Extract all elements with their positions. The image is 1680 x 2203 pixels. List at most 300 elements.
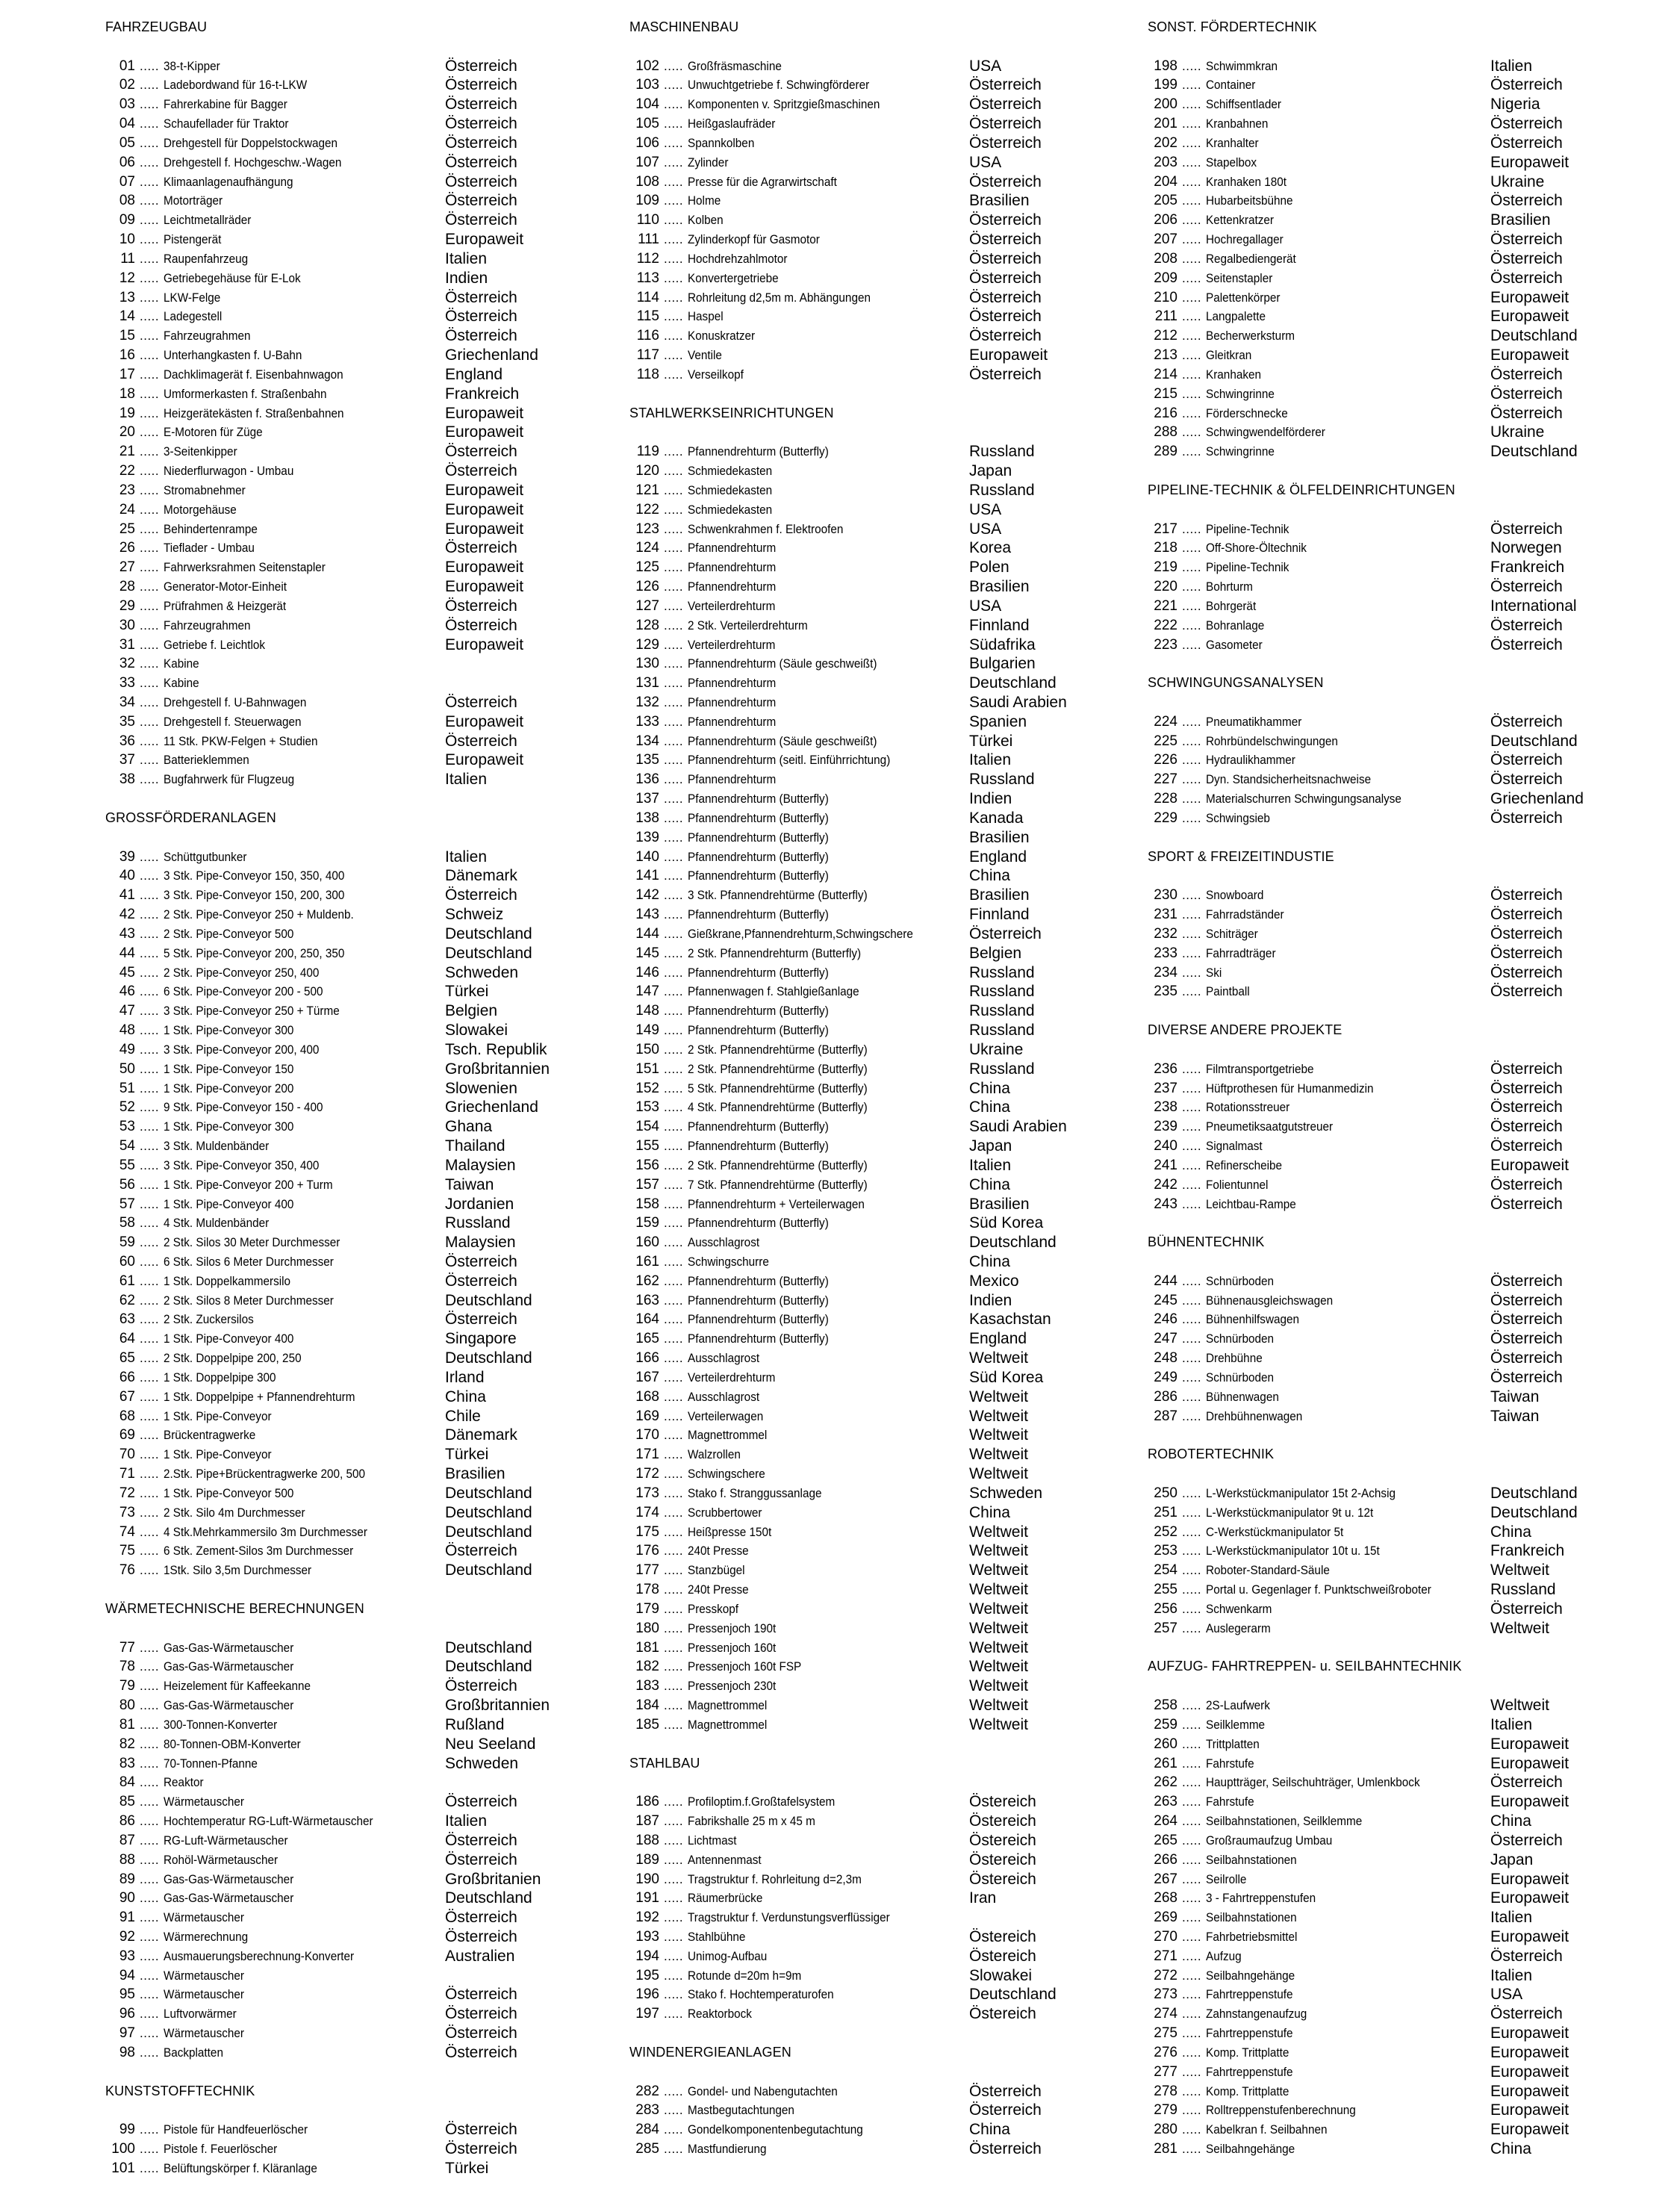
- project-country: Taiwan: [1490, 1407, 1540, 1425]
- project-title: Schiträger: [1206, 926, 1258, 941]
- project-row: [105, 982, 489, 1001]
- project-number: 109: [635, 193, 659, 209]
- project-row: [105, 1638, 532, 1658]
- project-title: Gas-Gas-Wärmetauscher: [164, 1871, 294, 1886]
- leader-dots: .....: [664, 213, 684, 228]
- leader-dots: .....: [1182, 560, 1202, 575]
- project-row: [629, 2082, 1042, 2101]
- project-country: Griechenland: [445, 1099, 538, 1116]
- project-country: Österreich: [445, 153, 517, 171]
- project-number: 188: [635, 1832, 659, 1848]
- project-country: Österreich: [1490, 1195, 1563, 1213]
- leader-dots: .....: [140, 907, 160, 922]
- project-number: 64: [119, 1331, 135, 1347]
- project-country: Weltweit: [969, 1407, 1028, 1425]
- project-row: [629, 1523, 1028, 1542]
- project-row: [105, 1715, 505, 1735]
- project-country: Großbritannien: [445, 1697, 550, 1715]
- leader-dots: .....: [1182, 1891, 1202, 1906]
- project-number: 54: [119, 1138, 135, 1155]
- project-number: 31: [119, 636, 135, 653]
- project-title: Hydraulikhammer: [1206, 753, 1295, 768]
- project-title: Materialschurren Schwingungsanalyse: [1206, 792, 1401, 807]
- project-country: Österreich: [969, 2101, 1042, 2119]
- project-row: [105, 944, 532, 963]
- project-country: Europaweit: [1490, 153, 1569, 171]
- project-title: Förderschnecke: [1206, 406, 1288, 420]
- project-title: Mastfundierung: [688, 2142, 767, 2157]
- project-number: 242: [1154, 1176, 1177, 1193]
- project-number: 12: [119, 270, 135, 286]
- project-title: 1 Stk. Pipe-Conveyor 500: [164, 1485, 294, 1500]
- project-title: Walzrollen: [688, 1447, 741, 1462]
- project-title: Kettenkratzer: [1206, 213, 1274, 228]
- project-number: 283: [635, 2102, 659, 2119]
- project-row: [629, 1657, 1028, 1677]
- project-row: [1148, 57, 1533, 76]
- leader-dots: .....: [1182, 406, 1202, 420]
- project-title: Schaufellader für Traktor: [164, 116, 289, 131]
- project-title: 6 Stk. Zement-Silos 3m Durchmesser: [164, 1544, 354, 1559]
- project-number: 212: [1154, 328, 1177, 344]
- leader-dots: .....: [140, 1736, 160, 1751]
- project-number: 135: [635, 752, 659, 768]
- project-number: 239: [1154, 1119, 1177, 1135]
- project-country: Österreich: [969, 249, 1042, 267]
- project-number: 279: [1154, 2102, 1177, 2119]
- project-row: [1148, 1310, 1563, 1329]
- project-row: [105, 616, 517, 636]
- project-country: Österreich: [1490, 1118, 1563, 1136]
- project-row: [629, 1831, 1036, 1851]
- project-number: 276: [1154, 2044, 1177, 2060]
- project-country: Europaweit: [445, 500, 524, 518]
- project-title: Kranhaken: [1206, 367, 1262, 382]
- project-number: 289: [1154, 444, 1177, 460]
- leader-dots: .....: [1182, 1814, 1202, 1829]
- heading-spacer: [629, 1773, 834, 1792]
- project-country: Griechenland: [1490, 790, 1584, 808]
- project-title: Presse für die Agrarwirtschaft: [688, 174, 837, 189]
- project-row: [629, 2101, 1042, 2120]
- project-row: [105, 249, 488, 269]
- project-country: Deutschland: [445, 1889, 532, 1907]
- project-country: Österreich: [1490, 1600, 1563, 1618]
- project-title: 2 Stk. Verteilerdrehturm: [688, 618, 808, 633]
- project-title: Fahrzeugrahmen: [164, 329, 251, 344]
- project-title: Schwenkrahmen f. Elektroofen: [688, 521, 844, 536]
- project-number: 44: [119, 945, 135, 961]
- project-number: 153: [635, 1099, 659, 1116]
- project-country: Frankreich: [445, 385, 520, 403]
- project-title: Rohrbündelschwingungen: [1206, 733, 1338, 748]
- project-country: Österreich: [1490, 404, 1563, 422]
- leader-dots: .....: [1182, 753, 1202, 768]
- project-title: Pfannendrehturm (Butterfly): [688, 1119, 829, 1134]
- project-number: 76: [119, 1562, 135, 1579]
- leader-dots: .....: [1182, 1968, 1202, 1983]
- project-row: [105, 288, 517, 308]
- project-title: 2 Stk. Silos 30 Meter Durchmesser: [164, 1235, 340, 1250]
- project-country: Europaweit: [1490, 2101, 1569, 2119]
- project-title: Schmiedekasten: [688, 464, 773, 479]
- project-number: 38: [119, 771, 135, 788]
- project-number: 119: [636, 444, 659, 460]
- project-number: 34: [119, 694, 135, 710]
- column-right: [1148, 18, 1584, 2159]
- leader-dots: .....: [140, 2026, 160, 2041]
- project-country: Polen: [969, 559, 1009, 577]
- project-title: Drehbühne: [1206, 1351, 1263, 1366]
- project-row: [105, 1117, 493, 1137]
- project-title: 5 Stk. Pipe-Conveyor 200, 250, 350: [164, 945, 345, 960]
- project-row: [1148, 1117, 1563, 1137]
- leader-dots: .....: [1182, 1756, 1202, 1771]
- project-title: Seilrolle: [1206, 1871, 1247, 1886]
- project-number: 51: [119, 1080, 135, 1096]
- leader-dots: .....: [664, 1871, 684, 1886]
- project-country: Russland: [969, 1002, 1035, 1020]
- leader-dots: .....: [1182, 984, 1202, 999]
- leader-dots: .....: [1182, 309, 1202, 324]
- project-row: [105, 173, 517, 192]
- leader-dots: .....: [140, 1293, 160, 1308]
- project-country: Russland: [969, 771, 1035, 789]
- project-row: [629, 2140, 1042, 2159]
- project-row: [1148, 925, 1563, 944]
- project-title: Klimaanlagenaufhängung: [164, 174, 293, 189]
- project-number: 40: [119, 868, 135, 884]
- leader-dots: .....: [1182, 907, 1202, 922]
- project-country: Österreich: [1490, 1079, 1563, 1097]
- project-country: Weltweit: [969, 1619, 1028, 1637]
- project-row: [629, 1001, 1035, 1021]
- project-number: 160: [635, 1234, 659, 1251]
- project-country: China: [969, 1503, 1010, 1521]
- project-title: Seilklemme: [1206, 1717, 1266, 1732]
- project-number: 19: [119, 405, 135, 421]
- project-title: Kabine: [164, 656, 199, 671]
- project-row: [105, 1696, 550, 1715]
- project-row: [629, 732, 1013, 751]
- project-row: [1148, 1541, 1565, 1561]
- project-number: 246: [1154, 1311, 1177, 1328]
- project-country: Italien: [445, 848, 488, 866]
- leader-dots: .....: [140, 1814, 160, 1829]
- project-country: Österreich: [445, 288, 517, 306]
- project-number: 32: [119, 656, 135, 672]
- leader-dots: .....: [1182, 97, 1202, 112]
- project-number: 133: [635, 713, 659, 730]
- project-number: 285: [635, 2141, 659, 2157]
- project-number: 196: [635, 1986, 659, 2003]
- project-row: [105, 326, 517, 346]
- leader-dots: .....: [664, 830, 684, 845]
- project-title: Pfannendrehturm (Säule geschweißt): [688, 733, 877, 748]
- project-title: Ventile: [688, 348, 722, 363]
- project-row: [629, 1137, 1012, 1156]
- project-number: 57: [119, 1196, 135, 1212]
- leader-dots: .....: [1182, 926, 1202, 941]
- leader-dots: .....: [140, 1871, 160, 1886]
- project-number: 168: [635, 1388, 659, 1405]
- project-row: [629, 1696, 1028, 1715]
- project-number: 10: [119, 232, 135, 248]
- project-title: Ausschlagrost: [688, 1389, 760, 1404]
- project-country: Schweden: [445, 1754, 519, 1772]
- leader-dots: .....: [664, 1467, 684, 1482]
- leader-dots: .....: [140, 772, 160, 787]
- project-number: 126: [635, 579, 659, 595]
- leader-dots: .....: [664, 560, 684, 575]
- project-number: 286: [1154, 1388, 1177, 1405]
- project-title: Pfannenwagen f. Stahlgießanlage: [688, 984, 859, 999]
- project-number: 170: [635, 1427, 659, 1444]
- project-country: Deutschland: [445, 1503, 532, 1521]
- project-country: Deutschland: [969, 1986, 1057, 2004]
- project-title: Pfannendrehturm (Butterfly): [688, 1273, 829, 1288]
- project-row: [629, 1407, 1028, 1426]
- leader-dots: .....: [664, 135, 684, 150]
- project-row: [105, 963, 519, 983]
- leader-dots: .....: [1182, 116, 1202, 131]
- project-country: Europaweit: [445, 520, 524, 538]
- project-country: Finnland: [969, 616, 1030, 634]
- project-country: Slowakei: [445, 1022, 508, 1040]
- project-row: [105, 2120, 517, 2140]
- leader-dots: .....: [140, 1505, 160, 1520]
- leader-dots: .....: [664, 1987, 684, 2002]
- project-row: [629, 558, 1009, 577]
- project-title: Hubarbeitsbühne: [1206, 193, 1293, 208]
- project-number: 206: [1154, 212, 1177, 229]
- project-country: Dänemark: [445, 867, 517, 885]
- project-number: 39: [119, 848, 135, 865]
- project-row: [105, 385, 520, 404]
- leader-dots: .....: [140, 2007, 160, 2022]
- project-number: 158: [635, 1196, 659, 1212]
- leader-dots: .....: [1182, 733, 1202, 748]
- section-heading: KUNSTSTOFFTECHNIK: [105, 2083, 255, 2098]
- leader-dots: .....: [140, 1273, 160, 1288]
- project-country: Europaweit: [445, 751, 524, 769]
- leader-dots: .....: [664, 116, 684, 131]
- project-country: Großbritannien: [445, 1060, 550, 1078]
- project-country: Österreich: [445, 443, 517, 461]
- leader-dots: .....: [664, 2142, 684, 2157]
- project-title: Unimog-Aufbau: [688, 1948, 768, 1963]
- project-title: Wärmetauscher: [164, 1910, 244, 1925]
- leader-dots: .....: [664, 2103, 684, 2118]
- project-country: Weltweit: [969, 1581, 1028, 1599]
- leader-dots: .....: [1182, 348, 1202, 363]
- project-number: 186: [635, 1794, 659, 1810]
- project-row: [1148, 1291, 1563, 1311]
- project-country: Taiwan: [445, 1175, 494, 1193]
- project-number: 258: [1154, 1697, 1177, 1714]
- project-country: Österreich: [1490, 1272, 1563, 1290]
- project-title: Fahrtreppenstufe: [1206, 2064, 1293, 2079]
- project-country: China: [445, 1388, 486, 1405]
- project-title: 1Stk. Silo 3,5m Durchmesser: [164, 1563, 312, 1578]
- project-country: Österreich: [445, 1253, 517, 1270]
- project-number: 198: [1154, 58, 1177, 74]
- project-country: Österreich: [1490, 1349, 1563, 1367]
- project-number: 36: [119, 733, 135, 749]
- project-row: [105, 577, 524, 597]
- project-title: LKW-Felge: [164, 290, 221, 305]
- project-title: 2 Stk. Pfannendrehtürme (Butterfly): [688, 1042, 868, 1057]
- project-country: Europaweit: [1490, 288, 1569, 306]
- project-title: Schwingschere: [688, 1467, 765, 1482]
- project-row: [105, 1349, 532, 1368]
- project-title: 1 Stk. Doppelpipe 300: [164, 1370, 276, 1385]
- project-title: Pfannendrehturm (Säule geschweißt): [688, 656, 877, 671]
- leader-dots: .....: [664, 1196, 684, 1211]
- project-row: [105, 1137, 505, 1156]
- leader-dots: .....: [1182, 135, 1202, 150]
- project-title: 300-Tonnen-Konverter: [164, 1717, 278, 1732]
- project-title: Prüfrahmen & Heizgerät: [164, 598, 287, 613]
- project-country: China: [969, 2121, 1010, 2139]
- project-row: [629, 1156, 1012, 1175]
- project-row: [629, 2120, 1010, 2140]
- project-country: Deutschland: [445, 1484, 532, 1502]
- project-title: 1 Stk. Pipe-Conveyor 300: [164, 1023, 294, 1038]
- leader-dots: .....: [664, 598, 684, 613]
- project-title: 70-Tonnen-Pfanne: [164, 1756, 258, 1771]
- project-title: Heizelement für Kaffeekanne: [164, 1679, 311, 1694]
- project-title: Komponenten v. Spritzgießmaschinen: [688, 97, 880, 112]
- project-country: Weltweit: [1490, 1562, 1549, 1579]
- project-title: Wärmetauscher: [164, 1987, 244, 2002]
- leader-dots: .....: [664, 251, 684, 266]
- project-country: Österreich: [969, 269, 1042, 287]
- leader-dots: .....: [664, 772, 684, 787]
- project-country: Österreich: [1490, 1311, 1563, 1329]
- project-row: [629, 538, 1012, 558]
- project-row: [105, 307, 517, 326]
- project-number: 61: [119, 1273, 135, 1289]
- project-row: [1148, 1792, 1569, 1812]
- project-country: Österreich: [1490, 886, 1563, 904]
- leader-dots: .....: [140, 1987, 160, 2002]
- project-row: [1148, 2004, 1563, 2024]
- leader-dots: .....: [140, 1717, 160, 1732]
- project-number: 152: [635, 1080, 659, 1096]
- project-country: Weltweit: [969, 1697, 1028, 1715]
- leader-dots: .....: [1182, 1524, 1202, 1539]
- leader-dots: .....: [140, 984, 160, 999]
- leader-dots: .....: [1182, 155, 1202, 170]
- project-number: 269: [1154, 1910, 1177, 1926]
- section-heading: SCHWINGUNGSANALYSEN: [1148, 675, 1324, 691]
- project-row: [1148, 95, 1540, 114]
- project-title: Konvertergetriebe: [688, 270, 779, 285]
- leader-dots: .....: [664, 2122, 684, 2137]
- project-row: [629, 1985, 1057, 2004]
- project-number: 122: [635, 501, 659, 518]
- project-country: Weltweit: [969, 1715, 1028, 1733]
- leader-dots: .....: [140, 1428, 160, 1443]
- project-country: Ukraine: [969, 1040, 1024, 1058]
- leader-dots: .....: [1182, 541, 1202, 556]
- project-number: 201: [1154, 116, 1177, 132]
- leader-dots: .....: [140, 695, 160, 709]
- project-number: 207: [1154, 232, 1177, 248]
- project-number: 47: [119, 1003, 135, 1019]
- project-country: Österreich: [1490, 1947, 1563, 1965]
- leader-dots: .....: [140, 1948, 160, 1963]
- project-country: Russland: [969, 983, 1035, 1001]
- project-title: E-Motoren für Züge: [164, 425, 263, 440]
- project-title: Kabine: [164, 676, 199, 691]
- project-number: 11: [120, 250, 135, 267]
- project-country: Brasilien: [1490, 211, 1551, 229]
- project-row: [105, 1927, 517, 1947]
- project-row: [1148, 1985, 1523, 2004]
- project-country: Österreich: [1490, 134, 1563, 152]
- project-title: Bühnenwagen: [1206, 1389, 1279, 1404]
- project-title: Konuskratzer: [688, 329, 756, 344]
- project-title: Rolltreppenstufenberechnung: [1206, 2103, 1356, 2118]
- project-row: [105, 654, 364, 674]
- project-number: 156: [635, 1157, 659, 1173]
- project-number: 144: [635, 925, 659, 942]
- project-country: Europaweit: [1490, 1889, 1569, 1907]
- project-row: [105, 732, 517, 751]
- project-row: [1148, 326, 1578, 346]
- project-row: [629, 462, 1012, 481]
- project-row: [105, 1079, 517, 1099]
- column-middle: [629, 18, 1067, 2159]
- project-title: Zahnstangenaufzug: [1206, 2007, 1307, 2022]
- project-row: [1148, 288, 1569, 308]
- project-number: 29: [119, 597, 135, 614]
- project-title: 4 Stk. Muldenbänder: [164, 1216, 270, 1231]
- leader-dots: .....: [140, 193, 160, 208]
- project-country: England: [445, 365, 503, 383]
- project-row: [105, 925, 532, 944]
- project-number: 253: [1154, 1543, 1177, 1559]
- project-country: Mexico: [969, 1272, 1019, 1290]
- project-title: Hauptträger, Seilschuhträger, Umlenkbock: [1206, 1775, 1420, 1790]
- project-country: Ukraine: [1490, 173, 1545, 190]
- leader-dots: .....: [1182, 2007, 1202, 2022]
- project-row: [105, 1388, 486, 1407]
- project-country: Süd Korea: [969, 1214, 1044, 1232]
- project-number: 90: [119, 1890, 135, 1907]
- project-row: [105, 1851, 517, 1870]
- project-country: Europaweit: [1490, 2121, 1569, 2139]
- project-title: Umformerkasten f. Straßenbahn: [164, 386, 327, 401]
- project-number: 282: [635, 2083, 659, 2099]
- project-title: Pfannendrehturm (Butterfly): [688, 965, 829, 980]
- project-row: [105, 153, 517, 173]
- leader-dots: .....: [140, 1061, 160, 1076]
- project-row: [629, 1310, 1051, 1329]
- project-number: 173: [635, 1485, 659, 1501]
- project-country: Schweden: [969, 1484, 1043, 1502]
- leader-dots: .....: [664, 1139, 684, 1154]
- project-row: [1148, 1079, 1563, 1099]
- project-title: Pfannendrehturm (Butterfly): [688, 1023, 829, 1038]
- project-number: 259: [1154, 1716, 1177, 1733]
- leader-dots: .....: [664, 869, 684, 883]
- project-number: 80: [119, 1697, 135, 1714]
- project-number: 18: [119, 385, 135, 402]
- project-country: Finnland: [969, 906, 1030, 924]
